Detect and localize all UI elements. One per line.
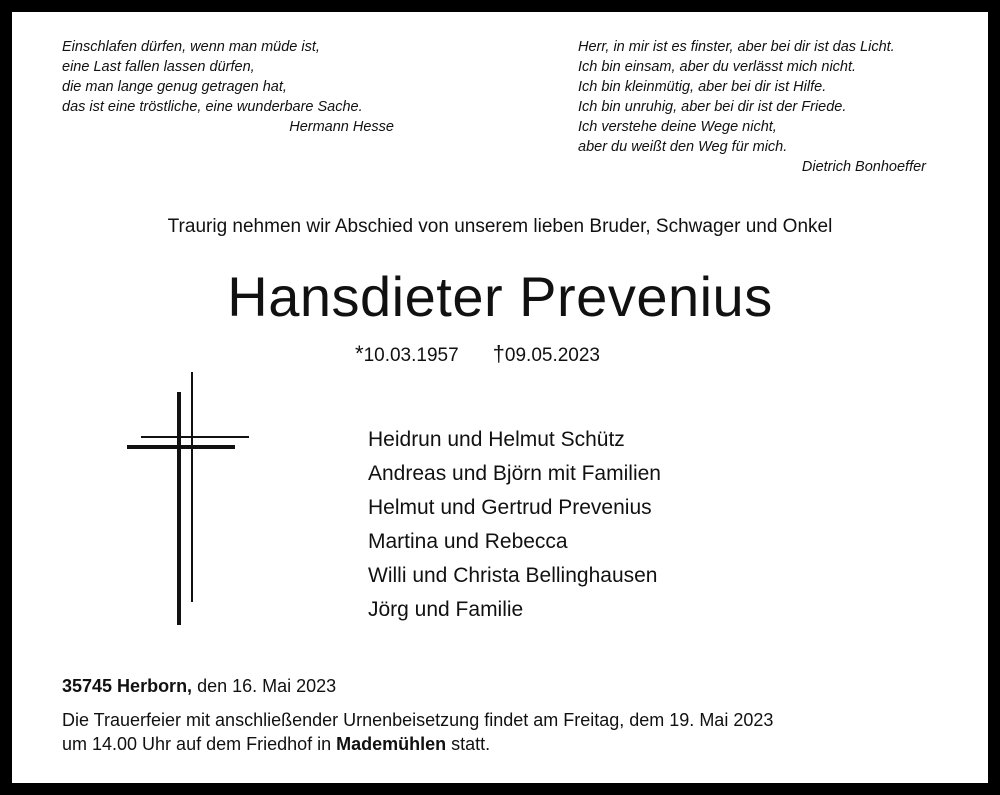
quote-line: Herr, in mir ist es finster, aber bei dir ist das Licht. [578,39,895,55]
obituary-card [12,12,988,783]
quote-line: Ich verstehe deine Wege nicht, [578,119,777,135]
death-date: 09.05.2023 [504,345,600,366]
birth-star-icon: * [355,341,364,366]
list-item: Heidrun und Helmut Schütz [368,428,625,451]
quote-author: Hermann Hesse [289,119,394,135]
place-location: 35745 Herborn, [62,676,193,696]
family-list [368,423,661,627]
deceased-name: Hansdieter Prevenius [227,265,773,328]
notice-text: statt. [446,734,491,754]
death-cross-icon: † [492,341,505,366]
quote-author: Dietrich Bonhoeffer [801,159,926,175]
cemetery-location: Mademühlen [336,734,447,754]
list-item: Andreas und Björn mit Familien [368,462,661,485]
place-date [62,676,336,697]
quote-line: Ich bin einsam, aber du verlässt mich nicht. [578,59,857,75]
notice-line [62,732,962,756]
quote-line: Einschlafen dürfen, wenn man müde ist, [62,39,320,55]
quote-line: Ich bin kleinmütig, aber bei dir ist Hilfe. [578,79,827,95]
cross-icon [127,372,257,617]
place-date-text: den 16. Mai 2023 [192,676,337,696]
list-item: Willi und Christa Bellinghausen [368,564,658,587]
intro-text: Traurig nehmen wir Abschied von unserem lieben Bruder, Schwager und Onkel [167,216,833,237]
quote-line: Ich bin unruhig, aber bei dir ist der Friede. [578,99,847,115]
funeral-notice [62,708,962,756]
quote-line: eine Last fallen lassen dürfen, [62,59,255,75]
quote-line: die man lange genug getragen hat, [62,79,287,95]
quote-line: das ist eine tröstliche, eine wunderbare Sache. [62,99,363,115]
birth-date: 10.03.1957 [363,345,459,366]
quote-line: aber du weißt den Weg für mich. [578,139,788,155]
notice-text: um 14.00 Uhr auf dem Friedhof in [62,734,337,754]
list-item: Martina und Rebecca [368,530,568,553]
list-item: Jörg und Familie [368,598,524,621]
list-item: Helmut und Gertrud Prevenius [368,496,652,519]
quote-bonhoeffer [578,37,926,177]
quote-hesse [62,37,394,137]
life-dates [355,341,600,367]
notice-line: Die Trauerfeier mit anschließender Urnenbeisetzung findet am Freitag, dem 19. Mai 2023 [62,710,774,730]
